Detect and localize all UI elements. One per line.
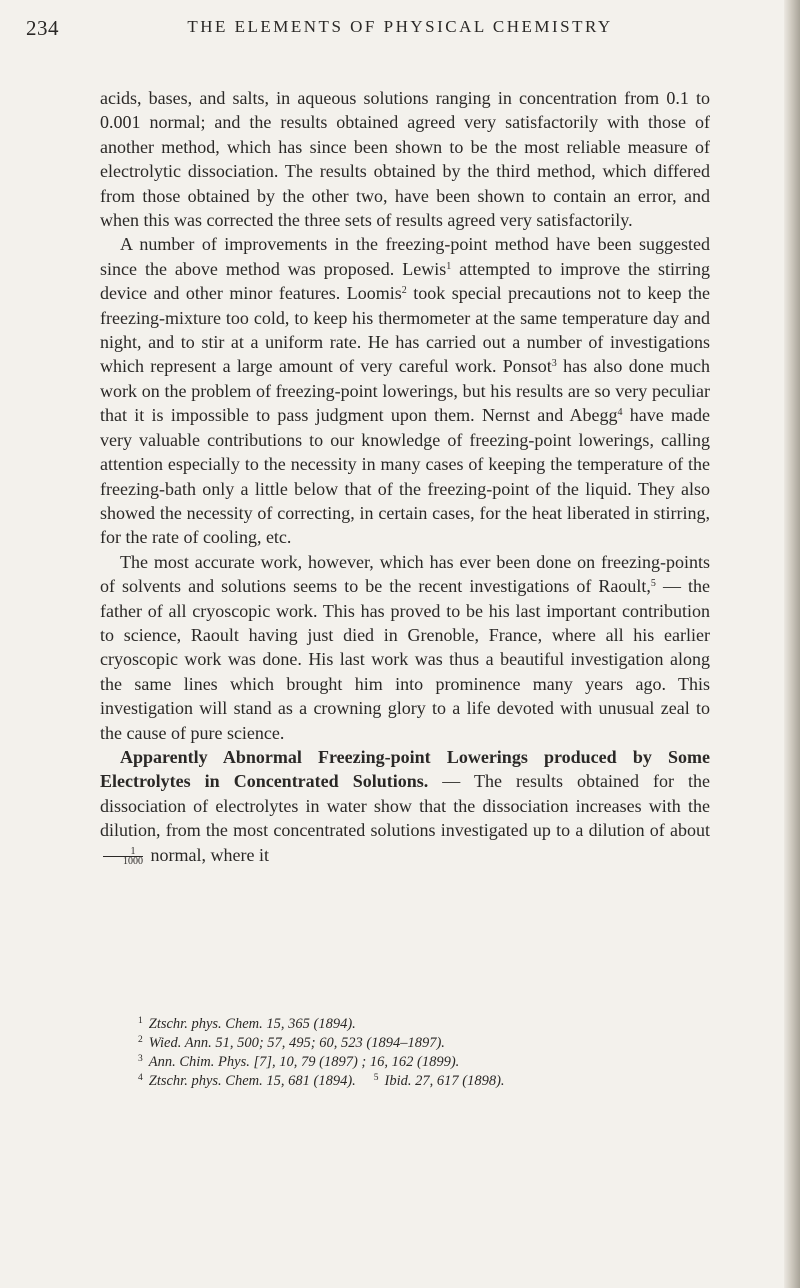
footnote-ref: 3 [551, 358, 557, 370]
text-span: — the father of all cryoscopic work. This has proved to be his last important contribution to science, Raoult having just died in Grenoble, France, where all his earlier cryoscopic work was done. His last work was thus a beautiful investigation along the same lines which brought him into prominence many years ago. This investigation will stand as a crowning glory to a life devoted with unusual zeal to the cause of pure science. [100, 576, 710, 743]
page-binding-edge [784, 0, 800, 1288]
page-number: 234 [26, 16, 59, 40]
footnote-text: Ibid. 27, 617 (1898). [384, 1073, 505, 1089]
footnote [138, 1034, 758, 1053]
footnote-ref: 2 [401, 285, 407, 297]
footnote-ref: 5 [650, 578, 656, 590]
footnote-mark: 1 [138, 1016, 143, 1026]
footnote-text: Ztschr. phys. Chem. 15, 681 (1894). [148, 1073, 356, 1089]
footnote [138, 1053, 758, 1072]
footnote-mark: 2 [138, 1035, 143, 1045]
text-span: A number of improvements in the freezing-point method have been suggested since the above method was proposed. Lewis [100, 234, 710, 279]
footnote-text: Ann. Chim. Phys. [7], 10, 79 (1897) ; 16, 162 (1899). [148, 1054, 460, 1070]
text-span: — The results obtained for the dissociation of electrolytes in water show that the dissociation increases with the dilution, from the most concentrated solutions investigated up to a dilution of about [100, 771, 710, 841]
footnote-text: Ztschr. phys. Chem. 15, 365 (1894). [148, 1016, 356, 1032]
body-text [100, 86, 710, 867]
text-span: have made very valuable contributions to our knowledge of freezing-point lowerings, calling attention especially to the necessity in many cases of keeping the temperature of the freezing-bath only a little below that of the freezing-point of the liquid. They also showed the necessity of correcting, in certain cases, for the heat liberated in stirring, for the rate of cooling, etc. [100, 405, 710, 548]
footnote-text: Wied. Ann. 51, 500; 57, 495; 60, 523 (1894–1897). [148, 1035, 445, 1051]
fraction [103, 847, 143, 866]
paragraph-raoult [100, 550, 710, 745]
footnote-ref: 1 [446, 260, 452, 272]
fraction-numerator: 1 [103, 847, 143, 857]
footnote-mark: 4 [138, 1073, 143, 1083]
footnote-ref: 4 [617, 407, 623, 419]
text-span: took special precautions not to keep the freezing-mixture too cold, to keep his thermometer at the same temperature day and night, and to stir at a uniform rate. He has carried out a number of investigations which represent a large amount of very careful work. Ponsot [100, 283, 710, 377]
footnote-mark: 3 [138, 1054, 143, 1064]
text-span: The most accurate work, however, which has ever been done on freezing-points of solvents and solutions seems to be the recent investigations of Raoult, [100, 551, 710, 597]
section-heading: Apparently Abnormal Freezing-point Lowerings produced by Some Electrolytes in Concentrated Solutions. [100, 746, 710, 792]
footnote [138, 1015, 758, 1034]
footnote-mark: 5 [373, 1073, 379, 1083]
paragraph-abnormal-lowerings [100, 745, 710, 867]
paragraph-improvements [100, 232, 710, 549]
paragraph-continued: acids, bases, and salts, in aqueous solutions ranging in concentration from 0.1 to 0.001 normal; and the results obtained agreed very satisfactorily with those of another method, which has since been shown to be the most reliable measure of electrolytic dissociation. The results obtained by the third method, which differed from those obtained by the other two, have been shown to contain an error, and when this was corrected the three sets of results agreed very satisfactorily. [100, 88, 710, 231]
text-span: has also done much work on the problem of freezing-point lowerings, but his results are so very peculiar that it is impossible to pass judgment upon them. Nernst and Abegg [100, 356, 710, 426]
footnotes [138, 1015, 758, 1091]
text-span: attempted to improve the stirring device and other minor features. Loomis [100, 258, 710, 304]
fraction-denominator: 1000 [123, 855, 143, 867]
footnote [138, 1072, 758, 1091]
running-head: THE ELEMENTS OF PHYSICAL CHEMISTRY [187, 17, 613, 36]
text-span: normal, where it [146, 844, 269, 865]
